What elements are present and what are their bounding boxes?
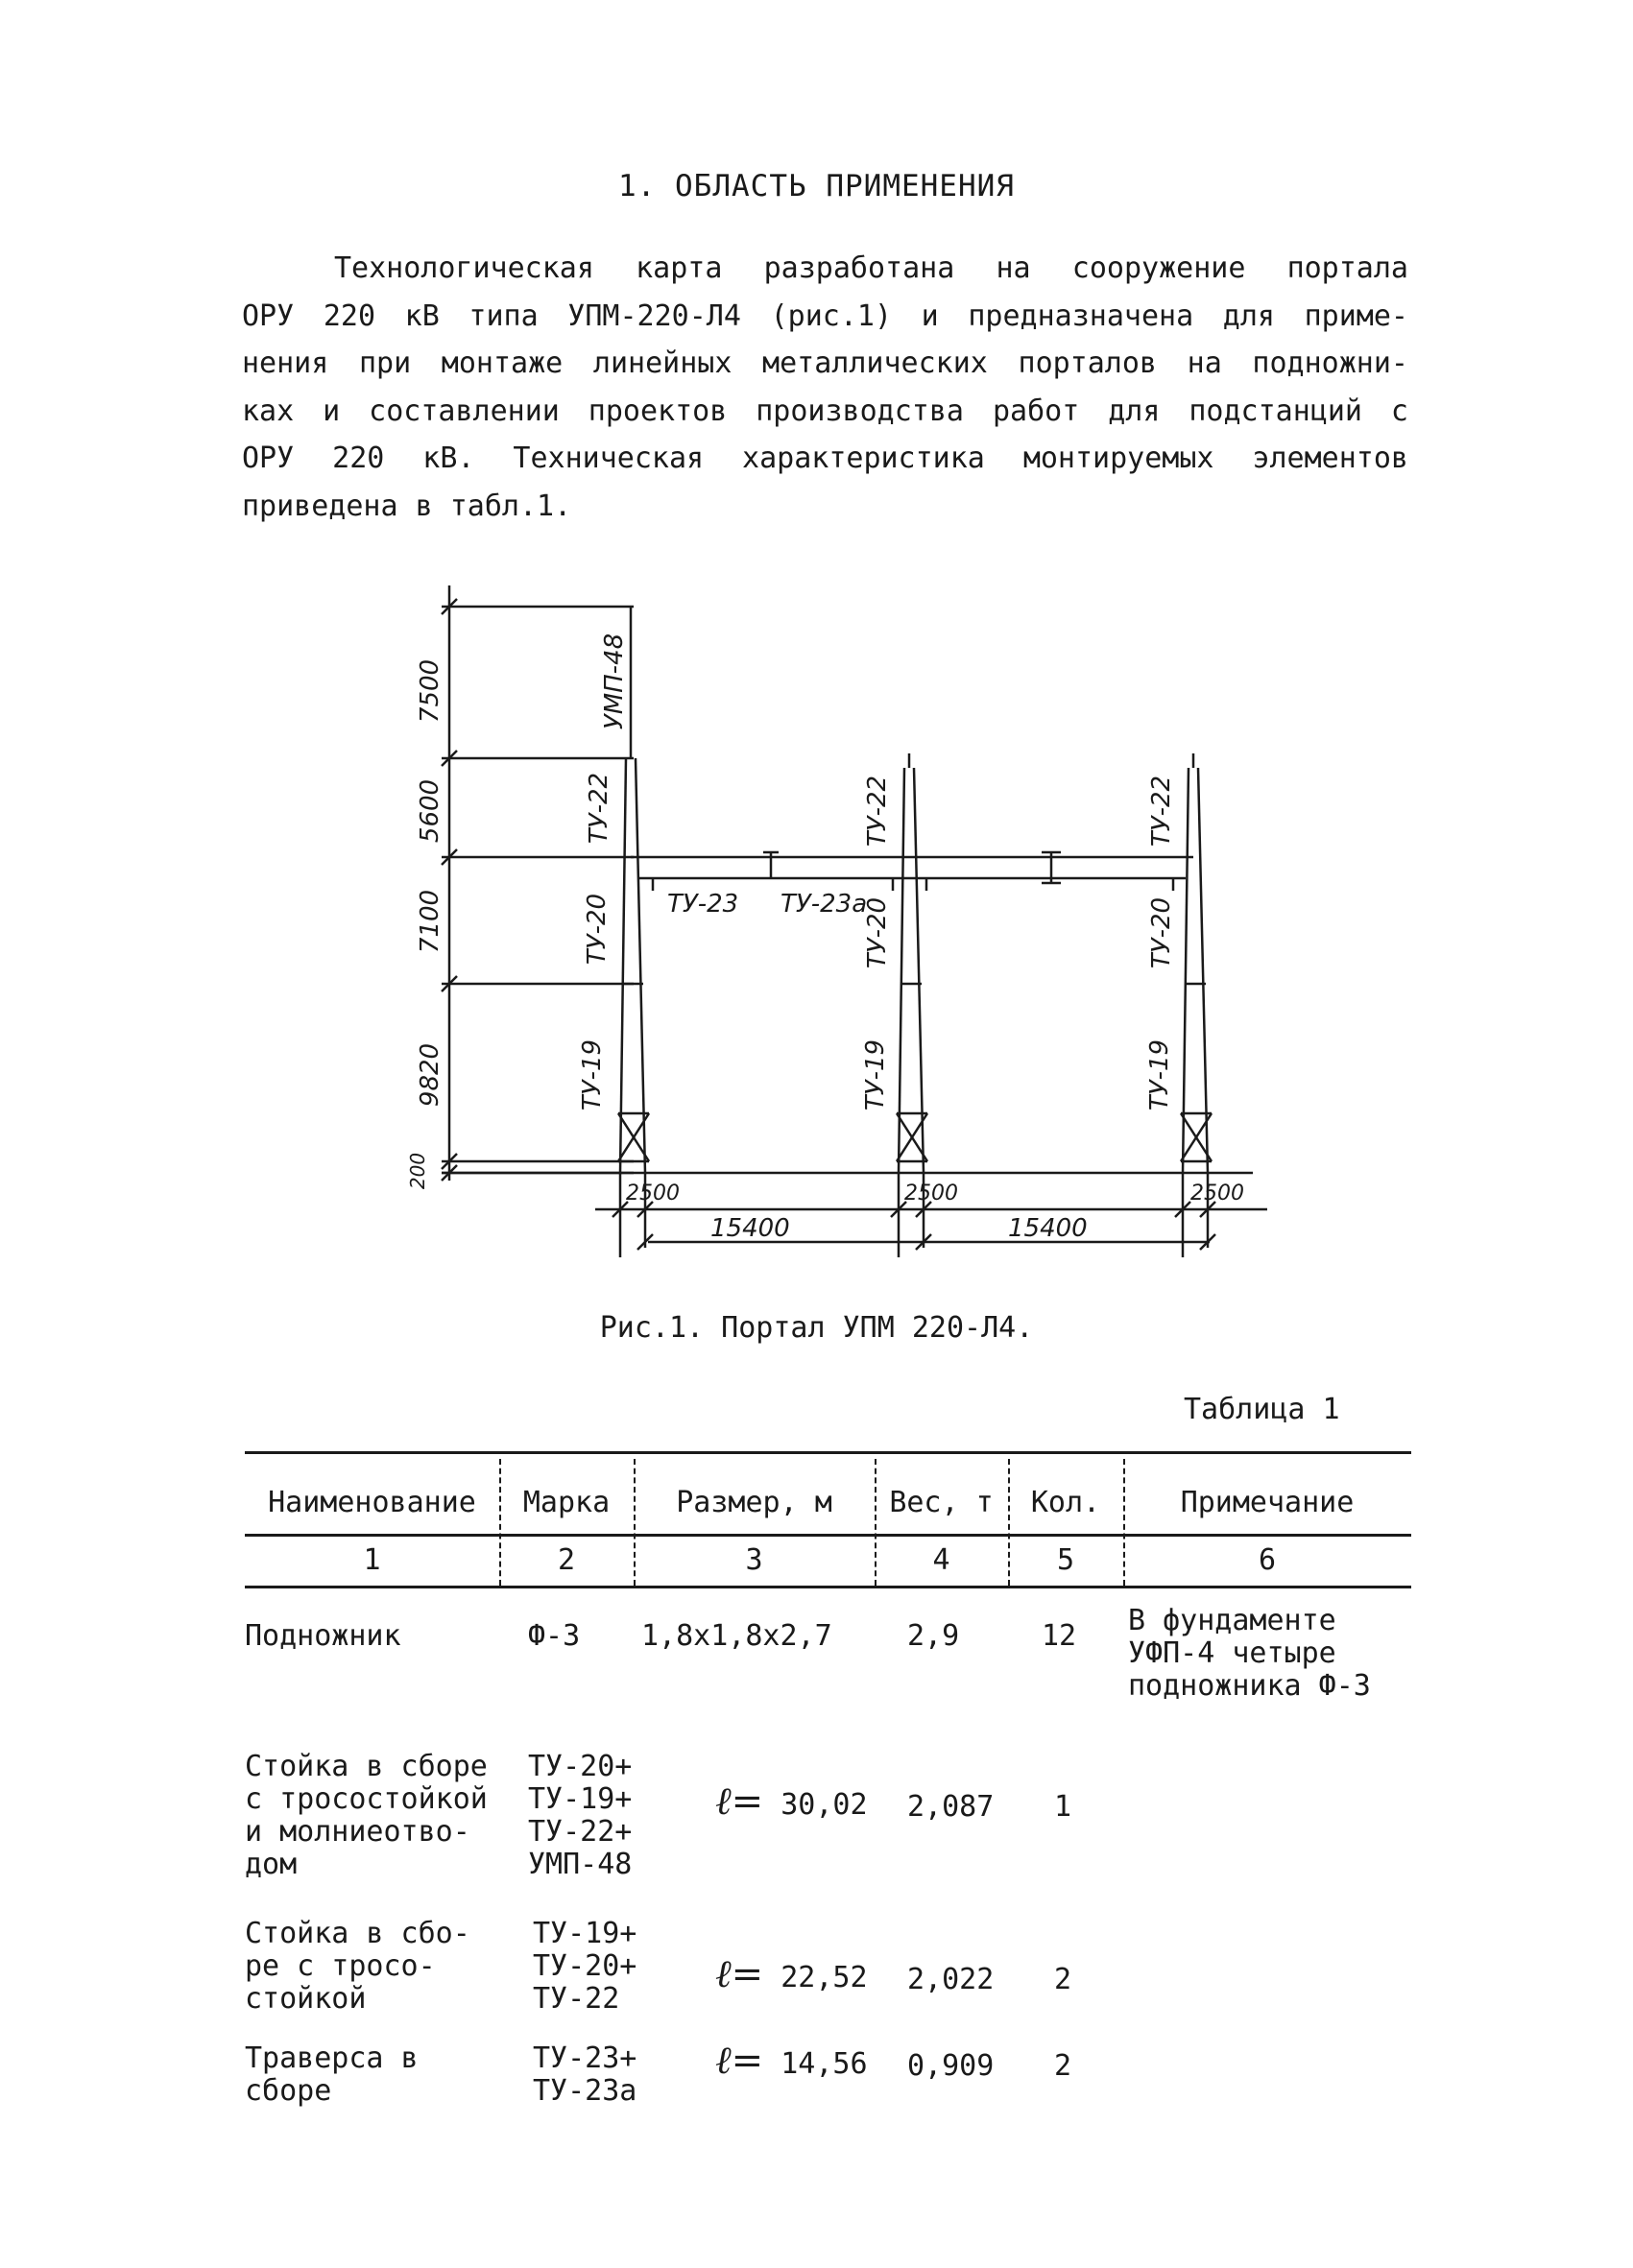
column-number: 2 <box>557 1543 576 1577</box>
dim-label: 5600 <box>416 778 444 844</box>
length-symbol: ℓ= <box>715 1952 764 1996</box>
column-number: 5 <box>1056 1543 1075 1577</box>
length-symbol: ℓ= <box>715 2039 764 2083</box>
header-note: Примечание <box>1180 1486 1355 1519</box>
column-number: 1 <box>363 1543 381 1577</box>
intro-line: ОРУ 220 кВ типа УПМ-220-Л4 (рис.1) и предназначена для приме- <box>242 298 1408 333</box>
column-number: 6 <box>1258 1543 1277 1577</box>
table-number-rule <box>245 1586 1411 1588</box>
member-label: ТУ-20 <box>583 893 612 966</box>
member-label: ТУ-20 <box>863 896 892 969</box>
row-size-value: 14,56 <box>780 2047 868 2081</box>
member-label: УМП-48 <box>600 633 629 730</box>
row-weight: 0,909 <box>907 2049 995 2083</box>
intro-line: ОРУ 220 кВ. Техническая характеристика монтируемых элементов <box>242 442 1408 475</box>
member-label: ТУ-22 <box>863 775 892 848</box>
intro-line: Технологическая карта разработана на сооружение портала <box>334 251 1408 285</box>
section-heading: 1. ОБЛАСТЬ ПРИМЕНЕНИЯ <box>618 169 1015 203</box>
base-dim-label: 2500 <box>904 1182 958 1206</box>
base-dim-label: 2500 <box>1190 1182 1244 1206</box>
member-label: ТУ-23а <box>780 890 868 919</box>
row-weight: 2,022 <box>907 1963 995 1996</box>
header-weight: Вес, т <box>889 1486 994 1519</box>
dim-label: 9820 <box>416 1042 444 1108</box>
row-note: В фундаменте УФП-4 четыре подножника Ф-3 <box>1128 1604 1371 1703</box>
row-size <box>715 1952 868 1996</box>
row-weight: 2,087 <box>907 1790 995 1824</box>
row-mark: ТУ-20+ ТУ-19+ ТУ-22+ УМП-48 <box>528 1750 633 1881</box>
member-label: ТУ-19 <box>861 1039 890 1111</box>
intro-paragraph <box>242 245 1408 530</box>
base-dim-label: 2500 <box>626 1182 680 1206</box>
row-size-value: 30,02 <box>780 1788 868 1822</box>
length-symbol: ℓ= <box>715 1779 764 1824</box>
dim-label: 7500 <box>416 658 444 724</box>
member-label: ТУ-20 <box>1147 896 1176 969</box>
row-name: Стойка в сбо- ре с тросо- стойкой <box>245 1917 470 2016</box>
header-size: Размер, м <box>676 1486 832 1519</box>
member-label: ТУ-19 <box>578 1039 607 1111</box>
row-name: Траверса в сборе <box>245 2041 419 2108</box>
row-name: Подножник <box>245 1619 401 1653</box>
row-size: 1,8x1,8x2,7 <box>641 1619 832 1653</box>
drawing-lines <box>442 585 1267 1257</box>
row-qty: 1 <box>1054 1790 1072 1824</box>
intro-line: приведена в табл.1. <box>242 489 572 523</box>
row-mark: ТУ-19+ ТУ-20+ ТУ-22 <box>533 1917 637 2016</box>
figure-caption: Рис.1. Портал УПМ 220-Л4. <box>599 1311 1034 1345</box>
row-qty: 2 <box>1054 2049 1072 2083</box>
table-top-rule <box>245 1451 1411 1454</box>
header-name: Наименование <box>268 1486 476 1519</box>
member-label: ТУ-22 <box>585 772 613 845</box>
column-number: 4 <box>932 1543 950 1577</box>
intro-line: нения при монтаже линейных металлических порталов на подножни- <box>242 346 1408 380</box>
span-dim-label: 15400 <box>710 1214 790 1243</box>
table-title: Таблица 1 <box>1184 1393 1340 1426</box>
row-mark: Ф-3 <box>528 1619 581 1653</box>
row-qty: 12 <box>1042 1619 1077 1653</box>
header-mark: Марка <box>522 1486 611 1519</box>
header-qty: Кол. <box>1030 1486 1101 1519</box>
member-label: ТУ-22 <box>1147 775 1176 848</box>
row-weight: 2,9 <box>907 1619 960 1653</box>
row-mark: ТУ-23+ ТУ-23а <box>533 2041 637 2108</box>
member-label: ТУ-23 <box>667 890 739 919</box>
dim-label: 7100 <box>416 889 444 954</box>
dim-label: 200 <box>406 1152 429 1190</box>
span-dim-label: 15400 <box>1008 1214 1088 1243</box>
row-size <box>715 1779 868 1824</box>
row-size-value: 22,52 <box>780 1961 868 1994</box>
table-header-rule <box>245 1534 1411 1537</box>
row-name: Стойка в сборе с тросостойкой и молниеотво- дом <box>245 1750 488 1881</box>
member-label: ТУ-19 <box>1145 1039 1174 1111</box>
portal-drawing-svg <box>403 585 1286 1277</box>
column-number: 3 <box>745 1543 763 1577</box>
row-qty: 2 <box>1054 1963 1072 1996</box>
portal-drawing <box>403 585 1286 1277</box>
row-size <box>715 2039 868 2083</box>
intro-line: ках и составлении проектов производства работ для подстанций с <box>242 394 1408 428</box>
